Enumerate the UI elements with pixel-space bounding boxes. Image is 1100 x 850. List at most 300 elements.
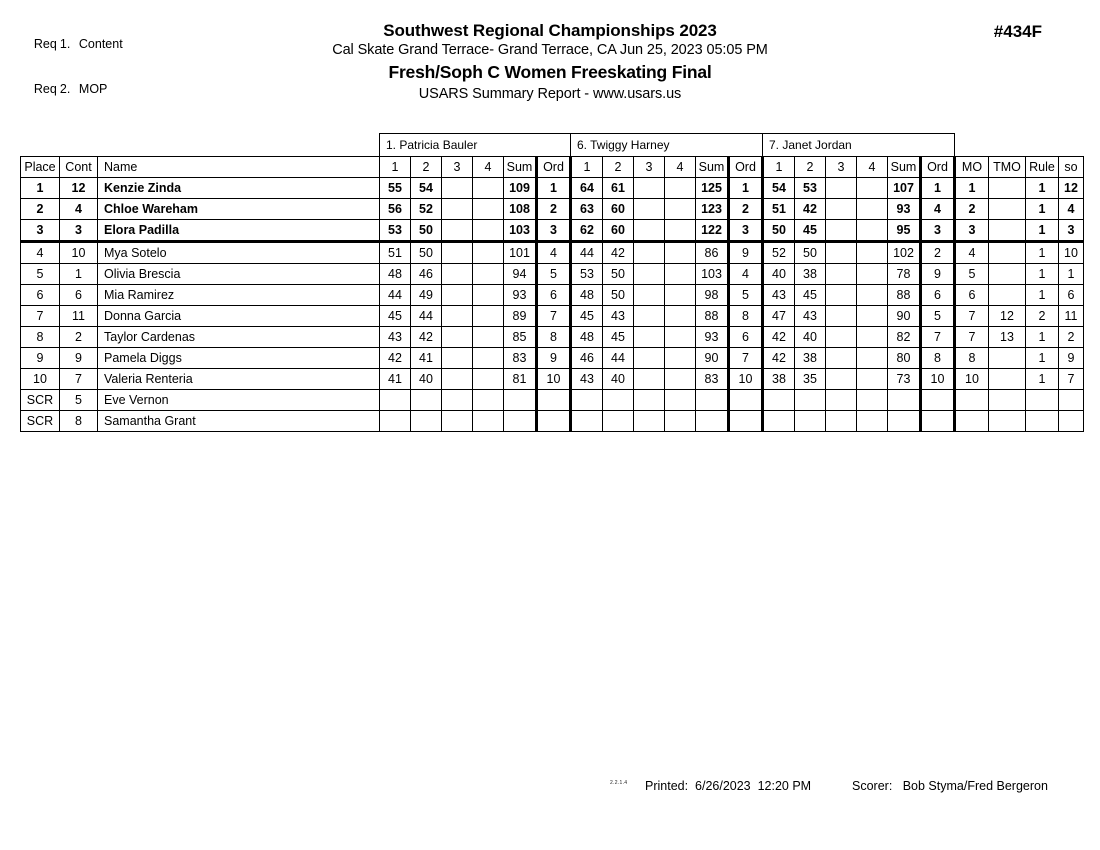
cell-judge3-sum: 78: [888, 264, 921, 285]
column-header-judge3-ord: Ord: [921, 157, 955, 178]
cell-judge2-sum: 122: [696, 220, 729, 242]
cell-judge3-sum: 80: [888, 348, 921, 369]
cell-judge3-ord: 4: [921, 199, 955, 220]
column-header-so: so: [1059, 157, 1084, 178]
cell-judge3-score4: [857, 242, 888, 264]
cell-judge2-sum: 125: [696, 178, 729, 199]
cell-judge3-score2: 42: [795, 199, 826, 220]
cell-judge3-score2: 38: [795, 264, 826, 285]
cell-judge1-ord: 10: [537, 369, 571, 390]
cell-judge3-score1: [763, 411, 795, 432]
cell-mo: 2: [955, 199, 989, 220]
cell-rule: 2: [1026, 306, 1059, 327]
cell-rule: 1: [1026, 220, 1059, 242]
cell-judge1-ord: 8: [537, 327, 571, 348]
cell-judge3-score4: [857, 327, 888, 348]
column-header-row: [21, 157, 1084, 178]
cell-judge1-score2: [411, 390, 442, 411]
cell-judge3-score3: [826, 199, 857, 220]
cell-judge2-score4: [665, 369, 696, 390]
cell-tmo: 12: [989, 306, 1026, 327]
column-header-judge3-sum: Sum: [888, 157, 921, 178]
venue-and-datetime: Cal Skate Grand Terrace- Grand Terrace, CA Jun 25, 2023 05:05 PM: [332, 42, 768, 58]
judge-band-spacer: [1026, 134, 1059, 157]
cell-judge3-score2: [795, 390, 826, 411]
judge-band-row: [21, 134, 1084, 157]
cell-judge1-ord: 4: [537, 242, 571, 264]
cell-judge1-score4: [473, 327, 504, 348]
cell-judge3-score4: [857, 220, 888, 242]
cell-judge2-ord: 10: [729, 369, 763, 390]
column-header-mo: MO: [955, 157, 989, 178]
cell-judge1-score4: [473, 242, 504, 264]
column-header-tmo: TMO: [989, 157, 1026, 178]
column-header-judge3-score1: 1: [763, 157, 795, 178]
cell-judge2-score3: [634, 348, 665, 369]
cell-cont: 4: [60, 199, 98, 220]
cell-judge2-score3: [634, 178, 665, 199]
requirement-number: 1.: [59, 37, 71, 51]
cell-judge2-score4: [665, 390, 696, 411]
column-header-judge2-score4: 4: [665, 157, 696, 178]
cell-skater-name: Taylor Cardenas: [98, 327, 380, 348]
requirement-number: 2.: [59, 82, 71, 96]
cell-judge1-score4: [473, 264, 504, 285]
cell-tmo: [989, 242, 1026, 264]
column-header-judge3-score4: 4: [857, 157, 888, 178]
cell-tmo: [989, 220, 1026, 242]
cell-judge2-score3: [634, 264, 665, 285]
cell-judge2-score2: 45: [603, 327, 634, 348]
cell-judge2-score4: [665, 220, 696, 242]
cell-judge2-ord: 6: [729, 327, 763, 348]
cell-cont: 2: [60, 327, 98, 348]
cell-judge3-score3: [826, 348, 857, 369]
cell-judge2-score2: [603, 390, 634, 411]
cell-judge2-score2: 60: [603, 199, 634, 220]
cell-judge2-ord: 4: [729, 264, 763, 285]
cell-judge1-score3: [442, 242, 473, 264]
cell-so: 1: [1059, 264, 1084, 285]
column-header-place: Place: [21, 157, 60, 178]
judge-name-3: 7. Janet Jordan: [763, 134, 955, 157]
cell-judge3-score3: [826, 264, 857, 285]
cell-judge3-score4: [857, 199, 888, 220]
column-header-judge2-score1: 1: [571, 157, 603, 178]
cell-judge2-score4: [665, 285, 696, 306]
cell-judge3-score1: 47: [763, 306, 795, 327]
cell-so: 6: [1059, 285, 1084, 306]
event-code: #434F: [993, 22, 1042, 41]
judge-band-spacer: [989, 134, 1026, 157]
report-subtitle: USARS Summary Report - www.usars.us: [418, 86, 682, 102]
cell-judge1-score2: 44: [411, 306, 442, 327]
cell-judge3-score1: 52: [763, 242, 795, 264]
cell-judge3-score3: [826, 390, 857, 411]
cell-judge1-score4: [473, 369, 504, 390]
judge-band-spacer: [955, 134, 989, 157]
cell-judge1-score3: [442, 306, 473, 327]
results-table: [20, 133, 1084, 432]
cell-judge3-score1: 42: [763, 327, 795, 348]
column-header-judge2-score3: 3: [634, 157, 665, 178]
cell-judge3-sum: 88: [888, 285, 921, 306]
cell-rule: 1: [1026, 199, 1059, 220]
results-table-container: [20, 133, 1084, 432]
cell-judge3-score1: 43: [763, 285, 795, 306]
column-header-cont: Cont: [60, 157, 98, 178]
cell-judge2-score4: [665, 327, 696, 348]
cell-judge2-score1: 44: [571, 242, 603, 264]
cell-judge1-score4: [473, 220, 504, 242]
cell-judge3-score3: [826, 411, 857, 432]
cell-judge2-score4: [665, 242, 696, 264]
cell-place: 1: [21, 178, 60, 199]
cell-judge1-sum: 94: [504, 264, 537, 285]
cell-cont: 8: [60, 411, 98, 432]
cell-place: SCR: [21, 411, 60, 432]
cell-judge1-sum: 108: [504, 199, 537, 220]
cell-judge3-score4: [857, 390, 888, 411]
cell-judge3-score2: 38: [795, 348, 826, 369]
cell-judge3-ord: [921, 390, 955, 411]
cell-judge2-score2: 60: [603, 220, 634, 242]
cell-judge1-score1: 42: [380, 348, 411, 369]
cell-judge3-ord: 7: [921, 327, 955, 348]
cell-so: [1059, 390, 1084, 411]
cell-judge2-sum: 103: [696, 264, 729, 285]
cell-judge1-ord: 9: [537, 348, 571, 369]
cell-judge3-score3: [826, 178, 857, 199]
cell-judge3-score1: 42: [763, 348, 795, 369]
cell-judge2-sum: 90: [696, 348, 729, 369]
cell-judge1-score1: 51: [380, 242, 411, 264]
cell-judge3-score4: [857, 264, 888, 285]
requirement-label: Req: [33, 82, 57, 96]
cell-judge3-ord: 5: [921, 306, 955, 327]
cell-judge1-score1: 56: [380, 199, 411, 220]
cell-judge2-score3: [634, 327, 665, 348]
cell-place: SCR: [21, 390, 60, 411]
cell-so: 9: [1059, 348, 1084, 369]
cell-judge1-score4: [473, 411, 504, 432]
cell-judge1-score1: [380, 411, 411, 432]
cell-judge3-ord: 6: [921, 285, 955, 306]
cell-tmo: [989, 348, 1026, 369]
cell-place: 8: [21, 327, 60, 348]
cell-judge3-score2: 45: [795, 285, 826, 306]
cell-judge1-sum: 89: [504, 306, 537, 327]
cell-cont: 6: [60, 285, 98, 306]
cell-judge1-ord: 3: [537, 220, 571, 242]
cell-judge2-score4: [665, 411, 696, 432]
cell-judge2-score1: 53: [571, 264, 603, 285]
cell-mo: 4: [955, 242, 989, 264]
column-header-judge1-score2: 2: [411, 157, 442, 178]
table-row: [21, 306, 1084, 327]
cell-judge2-score4: [665, 264, 696, 285]
cell-judge2-score3: [634, 390, 665, 411]
cell-judge2-score1: 48: [571, 327, 603, 348]
cell-place: 9: [21, 348, 60, 369]
cell-skater-name: Mia Ramirez: [98, 285, 380, 306]
cell-judge2-ord: [729, 390, 763, 411]
cell-judge1-score2: 50: [411, 242, 442, 264]
column-header-judge2-ord: Ord: [729, 157, 763, 178]
cell-mo: 3: [955, 220, 989, 242]
cell-judge1-ord: 1: [537, 178, 571, 199]
cell-judge3-score4: [857, 178, 888, 199]
cell-judge3-ord: 3: [921, 220, 955, 242]
cell-judge1-sum: 93: [504, 285, 537, 306]
cell-judge1-score3: [442, 390, 473, 411]
cell-judge2-score3: [634, 411, 665, 432]
cell-judge3-ord: 1: [921, 178, 955, 199]
cell-tmo: [989, 285, 1026, 306]
version-stamp: 2.2.1.4: [610, 780, 628, 786]
cell-place: 7: [21, 306, 60, 327]
cell-mo: [955, 411, 989, 432]
cell-judge2-ord: 3: [729, 220, 763, 242]
cell-judge1-score2: 41: [411, 348, 442, 369]
cell-judge2-score1: [571, 411, 603, 432]
cell-judge2-score1: 43: [571, 369, 603, 390]
cell-judge3-ord: 9: [921, 264, 955, 285]
cell-judge1-score1: [380, 390, 411, 411]
report-header: [0, 20, 1100, 105]
cell-judge2-score2: 43: [603, 306, 634, 327]
judge-name-1: 1. Patricia Bauler: [380, 134, 571, 157]
report-footer: [0, 779, 1100, 797]
cell-judge1-ord: 5: [537, 264, 571, 285]
cell-tmo: [989, 369, 1026, 390]
cell-judge1-score1: 55: [380, 178, 411, 199]
cell-judge2-sum: [696, 390, 729, 411]
cell-judge2-score1: [571, 390, 603, 411]
cell-judge2-sum: 88: [696, 306, 729, 327]
cell-judge1-score3: [442, 411, 473, 432]
cell-mo: 7: [955, 327, 989, 348]
cell-mo: 8: [955, 348, 989, 369]
cell-mo: [955, 390, 989, 411]
cell-judge1-score1: 41: [380, 369, 411, 390]
cell-judge3-score2: 53: [795, 178, 826, 199]
cell-judge2-ord: 2: [729, 199, 763, 220]
table-row: [21, 327, 1084, 348]
table-row: [21, 220, 1084, 242]
cell-cont: 5: [60, 390, 98, 411]
cell-judge1-sum: 83: [504, 348, 537, 369]
cell-judge1-score4: [473, 306, 504, 327]
cell-judge3-score3: [826, 306, 857, 327]
cell-judge1-score3: [442, 199, 473, 220]
cell-judge1-score2: 46: [411, 264, 442, 285]
cell-judge2-score1: 63: [571, 199, 603, 220]
cell-judge3-ord: 8: [921, 348, 955, 369]
table-row: [21, 348, 1084, 369]
cell-judge1-ord: 2: [537, 199, 571, 220]
cell-judge3-ord: 2: [921, 242, 955, 264]
cell-so: 12: [1059, 178, 1084, 199]
column-header-judge1-score4: 4: [473, 157, 504, 178]
cell-judge2-score3: [634, 220, 665, 242]
cell-judge3-score3: [826, 327, 857, 348]
requirement-label: Req: [33, 37, 57, 51]
column-header-judge1-sum: Sum: [504, 157, 537, 178]
cell-judge3-score3: [826, 285, 857, 306]
cell-judge1-score3: [442, 264, 473, 285]
cell-judge1-ord: [537, 411, 571, 432]
cell-judge2-score1: 64: [571, 178, 603, 199]
cell-judge1-score2: 42: [411, 327, 442, 348]
cell-judge2-score2: 40: [603, 369, 634, 390]
cell-judge3-score2: 40: [795, 327, 826, 348]
cell-judge1-sum: 109: [504, 178, 537, 199]
cell-judge2-score2: 42: [603, 242, 634, 264]
cell-judge3-ord: [921, 411, 955, 432]
cell-judge1-sum: 103: [504, 220, 537, 242]
cell-judge3-sum: 90: [888, 306, 921, 327]
cell-tmo: [989, 199, 1026, 220]
cell-skater-name: Eve Vernon: [98, 390, 380, 411]
column-header-rule: Rule: [1026, 157, 1059, 178]
cell-judge2-sum: 98: [696, 285, 729, 306]
cell-judge1-sum: 85: [504, 327, 537, 348]
cell-so: 11: [1059, 306, 1084, 327]
cell-tmo: [989, 178, 1026, 199]
cell-judge1-score3: [442, 348, 473, 369]
cell-judge3-score4: [857, 285, 888, 306]
table-row: [21, 285, 1084, 306]
cell-judge2-score3: [634, 199, 665, 220]
cell-judge3-score4: [857, 369, 888, 390]
cell-judge2-score2: 50: [603, 264, 634, 285]
cell-cont: 9: [60, 348, 98, 369]
cell-judge1-score1: 44: [380, 285, 411, 306]
cell-skater-name: Kenzie Zinda: [98, 178, 380, 199]
cell-judge2-score4: [665, 348, 696, 369]
cell-rule: 1: [1026, 242, 1059, 264]
cell-judge2-score3: [634, 285, 665, 306]
cell-judge3-score4: [857, 306, 888, 327]
cell-judge1-score2: 40: [411, 369, 442, 390]
cell-judge1-score1: 43: [380, 327, 411, 348]
cell-judge2-ord: [729, 411, 763, 432]
cell-judge2-sum: 86: [696, 242, 729, 264]
cell-judge2-score1: 48: [571, 285, 603, 306]
cell-judge1-score3: [442, 285, 473, 306]
cell-judge1-score2: 52: [411, 199, 442, 220]
cell-place: 3: [21, 220, 60, 242]
cell-judge1-ord: 7: [537, 306, 571, 327]
cell-judge3-sum: [888, 390, 921, 411]
cell-judge3-score1: 54: [763, 178, 795, 199]
cell-judge2-sum: 83: [696, 369, 729, 390]
cell-judge3-sum: 93: [888, 199, 921, 220]
cell-judge2-score3: [634, 369, 665, 390]
cell-place: 4: [21, 242, 60, 264]
cell-judge2-sum: 123: [696, 199, 729, 220]
cell-judge1-score1: 45: [380, 306, 411, 327]
cell-judge2-ord: 9: [729, 242, 763, 264]
scorer-credit: Scorer: Bob Styma/Fred Bergeron: [852, 779, 1048, 793]
cell-place: 10: [21, 369, 60, 390]
cell-tmo: 13: [989, 327, 1026, 348]
table-row: [21, 411, 1084, 432]
cell-judge3-score2: 35: [795, 369, 826, 390]
judge-band-spacer: [98, 134, 380, 157]
column-header-judge3-score3: 3: [826, 157, 857, 178]
cell-judge3-score4: [857, 411, 888, 432]
cell-judge3-score3: [826, 242, 857, 264]
cell-judge1-ord: [537, 390, 571, 411]
column-header-name: Name: [98, 157, 380, 178]
cell-judge1-sum: [504, 390, 537, 411]
division-title: Fresh/Soph C Women Freeskating Final: [388, 62, 712, 82]
cell-mo: 5: [955, 264, 989, 285]
cell-tmo: [989, 264, 1026, 285]
cell-mo: 1: [955, 178, 989, 199]
cell-judge1-sum: 101: [504, 242, 537, 264]
cell-judge3-score1: 40: [763, 264, 795, 285]
cell-so: [1059, 411, 1084, 432]
cell-judge3-sum: 73: [888, 369, 921, 390]
cell-judge2-score1: 62: [571, 220, 603, 242]
cell-judge3-score3: [826, 220, 857, 242]
cell-judge1-score1: 53: [380, 220, 411, 242]
cell-rule: 1: [1026, 327, 1059, 348]
cell-judge3-score2: [795, 411, 826, 432]
cell-judge2-score2: [603, 411, 634, 432]
event-title: Southwest Regional Championships 2023: [383, 21, 717, 40]
cell-cont: 3: [60, 220, 98, 242]
cell-rule: 1: [1026, 178, 1059, 199]
cell-judge3-score2: 50: [795, 242, 826, 264]
judge-name-2: 6. Twiggy Harney: [571, 134, 763, 157]
cell-tmo: [989, 390, 1026, 411]
cell-judge1-score2: 54: [411, 178, 442, 199]
cell-judge2-score2: 50: [603, 285, 634, 306]
cell-rule: 1: [1026, 285, 1059, 306]
cell-cont: 1: [60, 264, 98, 285]
cell-judge3-sum: 82: [888, 327, 921, 348]
cell-judge1-score2: 49: [411, 285, 442, 306]
cell-judge2-score3: [634, 242, 665, 264]
cell-rule: 1: [1026, 348, 1059, 369]
cell-judge2-score4: [665, 178, 696, 199]
cell-judge3-sum: 95: [888, 220, 921, 242]
cell-judge2-ord: 7: [729, 348, 763, 369]
cell-skater-name: Samantha Grant: [98, 411, 380, 432]
cell-skater-name: Valeria Renteria: [98, 369, 380, 390]
cell-judge2-ord: 5: [729, 285, 763, 306]
cell-judge3-score4: [857, 348, 888, 369]
cell-so: 3: [1059, 220, 1084, 242]
cell-tmo: [989, 411, 1026, 432]
cell-cont: 7: [60, 369, 98, 390]
cell-rule: 1: [1026, 369, 1059, 390]
cell-skater-name: Pamela Diggs: [98, 348, 380, 369]
cell-cont: 10: [60, 242, 98, 264]
cell-judge2-score1: 45: [571, 306, 603, 327]
cell-judge3-score1: 38: [763, 369, 795, 390]
cell-judge1-score2: 50: [411, 220, 442, 242]
cell-judge2-sum: [696, 411, 729, 432]
column-header-judge1-score1: 1: [380, 157, 411, 178]
requirement-text: Content: [78, 37, 123, 51]
cell-judge2-score4: [665, 306, 696, 327]
cell-judge1-score3: [442, 327, 473, 348]
